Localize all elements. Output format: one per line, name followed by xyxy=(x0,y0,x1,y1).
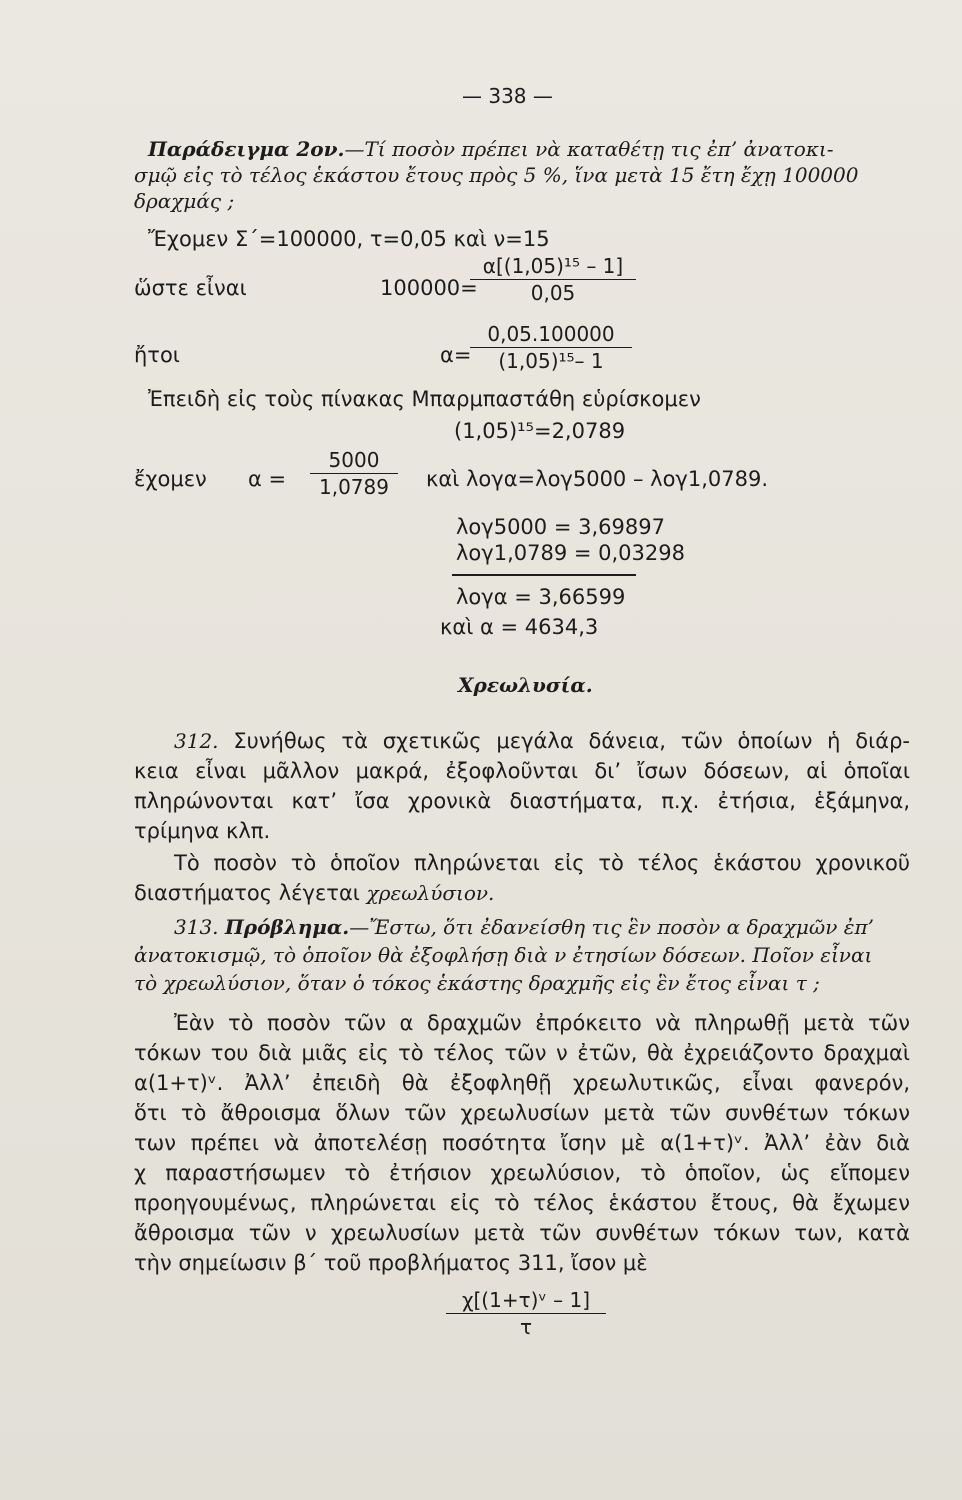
para-312-text: Συνήθως τὰ σχετικῶς μεγάλα δάνεια, τῶν ὁποίων ἡ διάρ- xyxy=(233,729,910,753)
para-312-line-3: πληρώνονται κατ’ ἴσα χρονικὰ διαστήματα, π.χ. ἐτήσια, ἑξάμηνα, xyxy=(134,789,910,813)
definition-line-1: Τὸ ποσὸν τὸ ὁποῖον πληρώνεται εἰς τὸ τέλος ἑκάστου χρονικοῦ xyxy=(174,851,910,875)
ie-numerator: 0,05.100000 xyxy=(470,322,632,348)
solution-line-7: προηγουμένως, πληρώνεται εἰς τὸ τέλος ἑκάστου ἔτους, θὰ ἔχωμεν xyxy=(134,1191,910,1215)
solution-line-6: χ παραστήσωμεν τὸ ἐτήσιον χρεωλύσιον, τὸ ὁποῖον, ὡς εἴπομεν xyxy=(134,1161,910,1185)
so-lhs: 100000= xyxy=(380,276,478,300)
para-312-line-4: τρίμηνα κλπ. xyxy=(134,819,271,843)
solution-line-3: α(1+τ)ᵛ. Ἀλλ’ ἐπειδὴ θὰ ἐξοφληθῇ χρεωλυτικῶς, εἶναι φανερόν, xyxy=(134,1071,910,1095)
ie-fraction xyxy=(470,322,632,373)
example-question: —Τί ποσὸν πρέπει νὰ καταθέτῃ τις ἐπ’ ἀνατοκι- xyxy=(344,137,834,161)
page-number: — 338 — xyxy=(462,84,553,108)
example-question-line-3: δραχμάς ; xyxy=(134,189,235,213)
subtraction-rule xyxy=(452,574,636,576)
para-312-number: 312. xyxy=(174,729,219,753)
problem-313-heading: Πρόβλημα. xyxy=(224,915,350,939)
solution-line-5: των πρέπει νὰ ἀποτελέσῃ ποσότητα ἴσην μὲ α(1+τ)ᵛ. Ἀλλ’ ἐὰν διὰ xyxy=(134,1131,910,1155)
definition-line-2 xyxy=(134,880,494,906)
example-heading-line xyxy=(148,136,834,162)
example-heading: Παράδειγμα 2ον. xyxy=(148,137,345,161)
log-1-0789: λογ1,0789 = 0,03298 xyxy=(456,541,685,565)
ie-lhs: α= xyxy=(440,343,472,367)
solution-line-1: Ἐὰν τὸ ποσὸν τῶν α δραχμῶν ἐπρόκειτο νὰ πληρωθῇ μετὰ τῶν xyxy=(174,1011,910,1035)
solution-line-2: τόκων του διὰ μιᾶς εἰς τὸ τέλος τῶν ν ἐτῶν, θὰ ἐχρειάζοντο δραχμαὶ xyxy=(134,1041,910,1065)
para-312-line-2: κεια εἶναι μᾶλλον μακρά, ἐξοφλοῦνται δι’ ἴσων δόσεων, αἱ ὁποῖαι xyxy=(134,759,910,783)
so-label: ὥστε εἶναι xyxy=(134,276,247,300)
have-log: καὶ λογα=λογ5000 – λογ1,0789. xyxy=(426,467,768,491)
since-line: Ἐπειδὴ εἰς τοὺς πίνακας Μπαρμπαστάθη εὑρίσκομεν xyxy=(148,387,701,411)
example-question-line-2: σμῷ εἰς τὸ τέλος ἑκάστου ἔτους πρὸς 5 %, ἵνα μετὰ 15 ἔτη ἔχῃ 100000 xyxy=(134,163,859,187)
definition-term: χρεωλύσιον. xyxy=(366,881,495,905)
given-values: Ἔχομεν Σ΄=100000, τ=0,05 καὶ ν=15 xyxy=(148,227,550,251)
so-fraction xyxy=(470,254,636,305)
problem-313-line-3: τὸ χρεωλύσιον, ὅταν ὁ τόκος ἑκάστης δραχμῆς εἰς ἓν ἔτος εἶναι τ ; xyxy=(134,971,820,995)
problem-313-line-1 xyxy=(174,914,874,940)
definition-text: διαστήματος λέγεται xyxy=(134,881,360,905)
ie-label: ἤτοι xyxy=(134,343,180,367)
log-a: λογα = 3,66599 xyxy=(456,585,626,609)
have-fraction xyxy=(310,448,398,499)
log-5000: λογ5000 = 3,69897 xyxy=(456,515,665,539)
so-numerator: α[(1,05)¹⁵ – 1] xyxy=(470,254,636,280)
have-denominator: 1,0789 xyxy=(319,475,389,499)
have-numerator: 5000 xyxy=(310,448,398,474)
problem-313-statement: —Ἔστω, ὅτι ἐδανείσθη τις ἓν ποσὸν α δραχμῶν ἐπ’ xyxy=(349,915,874,939)
have-label: ἔχομεν xyxy=(134,467,207,491)
section-title: Χρεωλυσία. xyxy=(458,673,593,697)
problem-313-line-2: ἀνατοκισμῷ, τὸ ὁποῖον θὰ ἐξοφλήσῃ διὰ ν ἐτησίων δόσεων. Ποῖον εἶναι xyxy=(134,943,873,967)
result-a: καὶ α = 4634,3 xyxy=(440,615,599,639)
solution-line-9: τὴν σημείωσιν β΄ τοῦ προβλήματος 311, ἴσον μὲ xyxy=(134,1251,648,1275)
para-312-line-1 xyxy=(174,728,910,754)
problem-313-number: 313. xyxy=(174,915,219,939)
final-fraction xyxy=(446,1288,606,1339)
solution-line-4: ὅτι τὸ ἄθροισμα ὅλων τῶν χρεωλυσίων μετὰ τῶν συνθέτων τόκων xyxy=(134,1101,910,1125)
table-value: (1,05)¹⁵=2,0789 xyxy=(454,419,626,443)
so-denominator: 0,05 xyxy=(530,281,576,305)
final-numerator: χ[(1+τ)ᵛ – 1] xyxy=(446,1288,606,1314)
ie-denominator: (1,05)¹⁵– 1 xyxy=(498,349,604,373)
have-lhs: α = xyxy=(248,467,287,491)
final-denominator: τ xyxy=(519,1315,533,1339)
solution-line-8: ἄθροισμα τῶν ν χρεωλυσίων μετὰ τῶν συνθέτων τόκων των, κατὰ xyxy=(134,1221,910,1245)
